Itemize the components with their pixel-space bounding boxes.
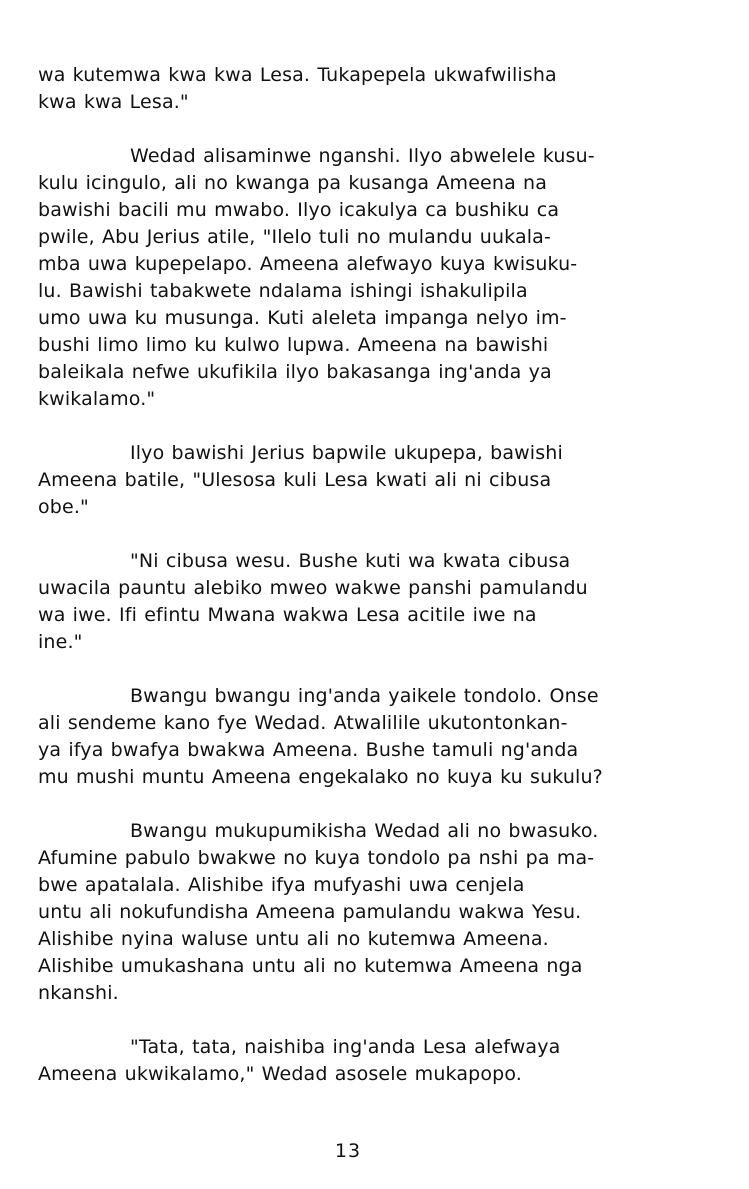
- text-line: Wedad alisaminwe nganshi. Ilyo abwelele kusu-: [130, 145, 595, 167]
- body-text: [38, 62, 688, 1088]
- text-line: Afumine pabulo bwakwe no kuya tondolo pa nshi pa ma-: [38, 847, 595, 869]
- text-line: Ameena batile, "Ulesosa kuli Lesa kwati ali ni cibusa: [38, 469, 552, 491]
- page-number: 13: [334, 1140, 362, 1162]
- text-line: ya ifya bwafya bwakwa Ameena. Bushe tamuli ng'anda: [38, 739, 579, 761]
- text-line: umo uwa ku musunga. Kuti aleleta impanga nelyo im-: [38, 307, 567, 329]
- text-line: baleikala nefwe ukufikila ilyo bakasanga ing'anda ya: [38, 361, 552, 383]
- paragraph: [38, 440, 688, 521]
- text-line: wa kutemwa kwa kwa Lesa. Tukapepela ukwafwilisha: [38, 64, 557, 86]
- text-line: untu ali nokufundisha Ameena pamulandu wakwa Yesu.: [38, 901, 582, 923]
- paragraph: [38, 818, 688, 1007]
- text-line: Ilyo bawishi Jerius bapwile ukupepa, bawishi: [130, 442, 563, 464]
- paragraph: [38, 1034, 688, 1088]
- text-line: Alishibe umukashana untu ali no kutemwa Ameena nga: [38, 955, 583, 977]
- text-line: "Ni cibusa wesu. Bushe kuti wa kwata cibusa: [130, 550, 571, 572]
- text-line: Ameena ukwikalamo," Wedad asosele mukapopo.: [38, 1063, 522, 1085]
- text-line: Bwangu bwangu ing'anda yaikele tondolo. Onse: [130, 685, 599, 707]
- text-line: ali sendeme kano fye Wedad. Atwalilile ukutontonkan-: [38, 712, 568, 734]
- text-line: "Tata, tata, naishiba ing'anda Lesa alefwaya: [130, 1036, 561, 1058]
- text-line: bushi limo limo ku kulwo lupwa. Ameena na bawishi: [38, 334, 549, 356]
- text-line: obe.": [38, 496, 89, 518]
- text-line: nkanshi.: [38, 982, 119, 1004]
- paragraph: [38, 683, 688, 791]
- text-line: kulu icingulo, ali no kwanga pa kusanga Ameena na: [38, 172, 548, 194]
- text-line: lu. Bawishi tabakwete ndalama ishingi ishakulipila: [38, 280, 528, 302]
- text-line: bwe apatalala. Alishibe ifya mufyashi uwa cenjela: [38, 874, 525, 896]
- paragraph: [38, 143, 688, 413]
- text-line: mu mushi muntu Ameena engekalako no kuya ku sukulu?: [38, 766, 603, 788]
- text-line: wa iwe. Ifi efintu Mwana wakwa Lesa acitile iwe na: [38, 604, 537, 626]
- text-line: bawishi bacili mu mwabo. Ilyo icakulya ca bushiku ca: [38, 199, 560, 221]
- text-line: kwikalamo.": [38, 388, 156, 410]
- text-line: ine.": [38, 631, 83, 653]
- text-line: mba uwa kupepelapo. Ameena alefwayo kuya kwisuku-: [38, 253, 578, 275]
- text-line: uwacila pauntu alebiko mweo wakwe panshi pamulandu: [38, 577, 588, 599]
- text-line: pwile, Abu Jerius atile, "Ilelo tuli no mulandu uukala-: [38, 226, 551, 248]
- text-line: kwa kwa Lesa.": [38, 91, 189, 113]
- paragraph: [38, 62, 688, 116]
- text-line: Bwangu mukupumikisha Wedad ali no bwasuko.: [130, 820, 599, 842]
- text-line: Alishibe nyina waluse untu ali no kutemwa Ameena.: [38, 928, 549, 950]
- paragraph: [38, 548, 688, 656]
